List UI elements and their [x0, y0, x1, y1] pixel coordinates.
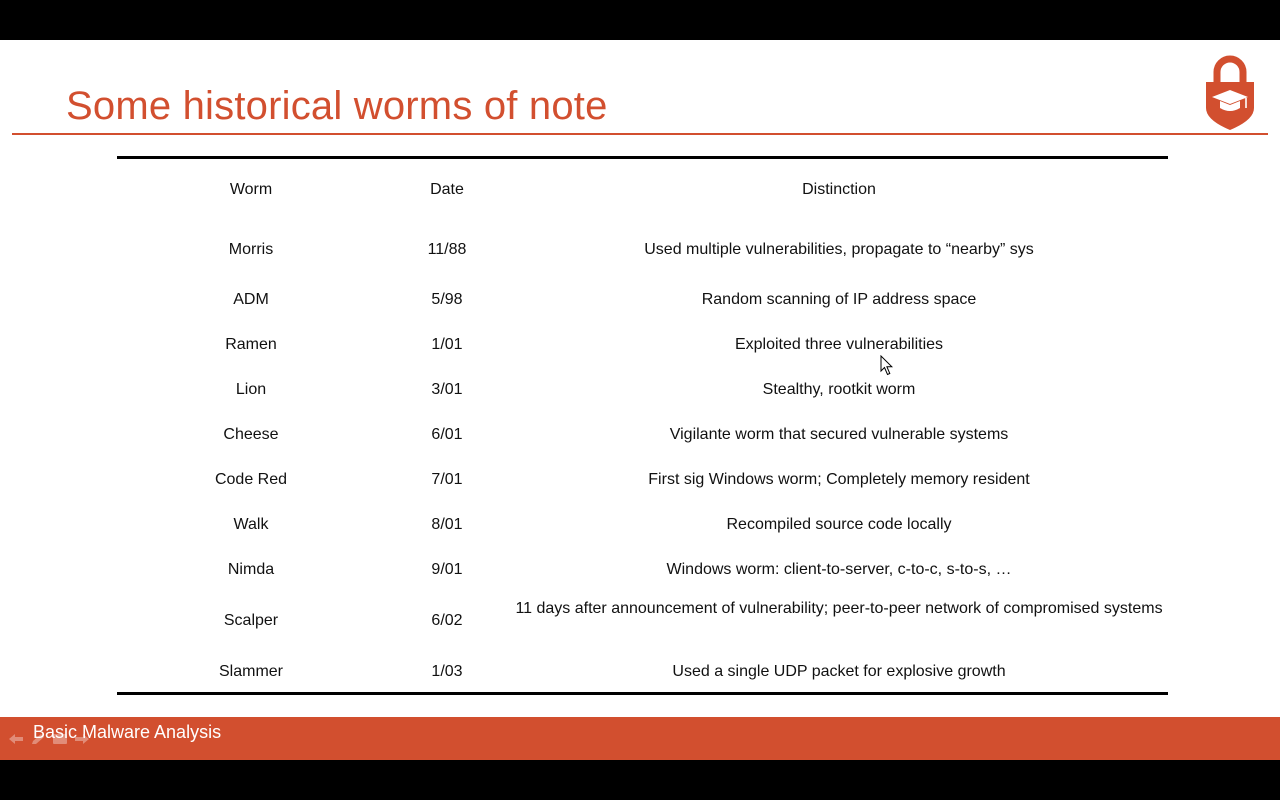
date-cell: 5/98 — [431, 291, 463, 308]
worm-cell: Lion — [235, 381, 267, 398]
header-worm: Worm — [229, 181, 273, 198]
date-cell: 9/01 — [431, 561, 463, 578]
worm-cell: Walk — [233, 516, 269, 533]
distinction-cell: Used a single UDP packet for explosive growth — [672, 663, 1006, 680]
title-underline — [12, 133, 1268, 135]
date-cell: 8/01 — [431, 516, 463, 533]
date-cell: 7/01 — [431, 471, 463, 488]
worm-cell: Ramen — [225, 336, 277, 353]
footer-course-title: Basic Malware Analysis — [33, 722, 222, 742]
date-cell: 6/02 — [431, 612, 463, 629]
distinction-cell: Stealthy, rootkit worm — [762, 381, 916, 398]
table-top-rule — [117, 156, 1168, 159]
worm-cell: Code Red — [214, 471, 288, 488]
distinction-cell: 11 days after announcement of vulnerability; peer-to-peer network of compromised systems — [515, 600, 1163, 617]
worm-cell: ADM — [233, 291, 269, 308]
date-cell: 1/03 — [431, 663, 463, 680]
slide-title: Some historical worms of note — [66, 84, 608, 128]
table-bottom-rule — [117, 692, 1168, 695]
distinction-cell: Exploited three vulnerabilities — [734, 336, 944, 353]
header-distinction: Distinction — [802, 181, 876, 198]
mouse-pointer-icon — [880, 355, 894, 376]
slide — [0, 40, 1280, 717]
header-date: Date — [430, 181, 464, 198]
date-cell: 11/88 — [427, 241, 467, 258]
distinction-cell: Vigilante worm that secured vulnerable systems — [669, 426, 1009, 443]
footer-bar — [0, 717, 1280, 760]
previous-slide-icon[interactable] — [8, 733, 24, 745]
worm-cell: Nimda — [227, 561, 275, 578]
distinction-cell: Windows worm: client-to-server, c-to-c, s-to-s, … — [666, 561, 1012, 578]
distinction-cell: Recompiled source code locally — [726, 516, 952, 533]
date-cell: 6/01 — [431, 426, 463, 443]
distinction-cell: First sig Windows worm; Completely memory resident — [648, 471, 1030, 488]
worm-cell: Scalper — [223, 612, 279, 629]
lock-graduation-cap-icon — [1202, 50, 1258, 132]
distinction-cell: Used multiple vulnerabilities, propagate to “nearby” sys — [644, 241, 1034, 258]
date-cell: 3/01 — [431, 381, 463, 398]
date-cell: 1/01 — [431, 336, 463, 353]
worm-cell: Cheese — [223, 426, 279, 443]
distinction-cell: Random scanning of IP address space — [701, 291, 977, 308]
worm-cell: Morris — [228, 241, 274, 258]
worm-cell: Slammer — [218, 663, 283, 680]
